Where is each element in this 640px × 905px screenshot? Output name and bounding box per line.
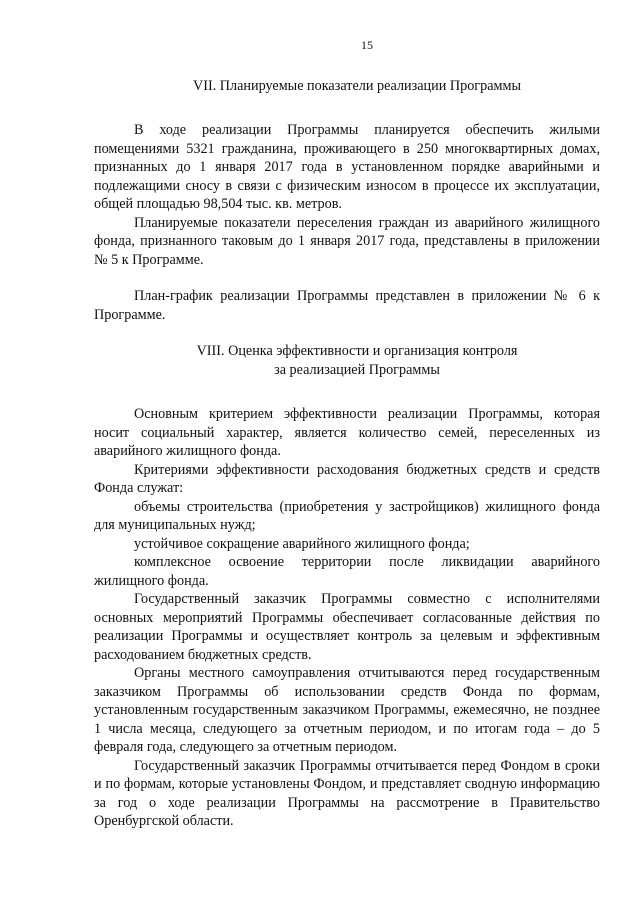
paragraph: Государственный заказчик Программы отчитывается перед Фондом в сроки и по формам, которые установлены Фондом, и представляет сводную информацию за год о ходе реализации Программы на рассмотрение в Правительство Оренбургской области. [94,757,600,829]
paragraph: объемы строительства (приобретения у застройщиков) жилищного фонда для муниципальных нужд; [94,498,600,533]
section-7-title-text: VII. Планируемые показатели реализации Программы [193,77,521,94]
section-8-title-line1: VIII. Оценка эффективности и организация контроля [196,343,518,359]
paragraph: комплексное освоение территории после ликвидации аварийного жилищного фонда. [94,554,600,589]
section-8-title [94,342,600,379]
paragraph: В ходе реализации Программы планируется обеспечить жилыми помещениями 5321 гражданина, проживающего в 250 многоквартирных домах, признанных до 1 января 2017 года в установленном порядке аварийными и подлежащими сносу в связи с физическим износом в процессе их эксплуатации, общей площадью 98,504 тыс. кв. метров. [94,122,600,212]
page-number: 15 [361,38,373,52]
paragraph: устойчивое сокращение аварийного жилищного фонда; [134,535,470,552]
spacer [94,324,600,342]
section-8-title-line2: за реализацией Программы [274,361,440,378]
spacer [94,269,600,287]
paragraph: Органы местного самоуправления отчитываются перед государственным заказчиком Программы об использовании средств Фонда по формам, установленным государственным заказчиком Программы, ежемесячно, не позднее 1 числа месяца, следующего за отчетным периодом, и по итогам года – до 5 февраля года, следующего за отчетным периодом. [94,665,600,755]
section-7-title [94,77,600,96]
paragraph: Критериями эффективности расходования бюджетных средств и средств Фонда служат: [94,461,600,496]
paragraph: Государственный заказчик Программы совместно с исполнителями основных мероприятий Программы обеспечивает согласованные действия по реализации Программы и осуществляет контроль за целевым и эффективным расходованием бюджетных средств. [94,591,600,663]
paragraph: План-график реализации Программы представлен в приложении № 6 к Программе. [94,288,600,323]
paragraph: Планируемые показатели переселения граждан из аварийного жилищного фонда, признанного таковым до 1 января 2017 года, представлены в приложении № 5 к Программе. [94,214,600,268]
paragraph: Основным критерием эффективности реализации Программы, которая носит социальный характер, является количество семей, переселенных из аварийного жилищного фонда. [94,406,600,459]
